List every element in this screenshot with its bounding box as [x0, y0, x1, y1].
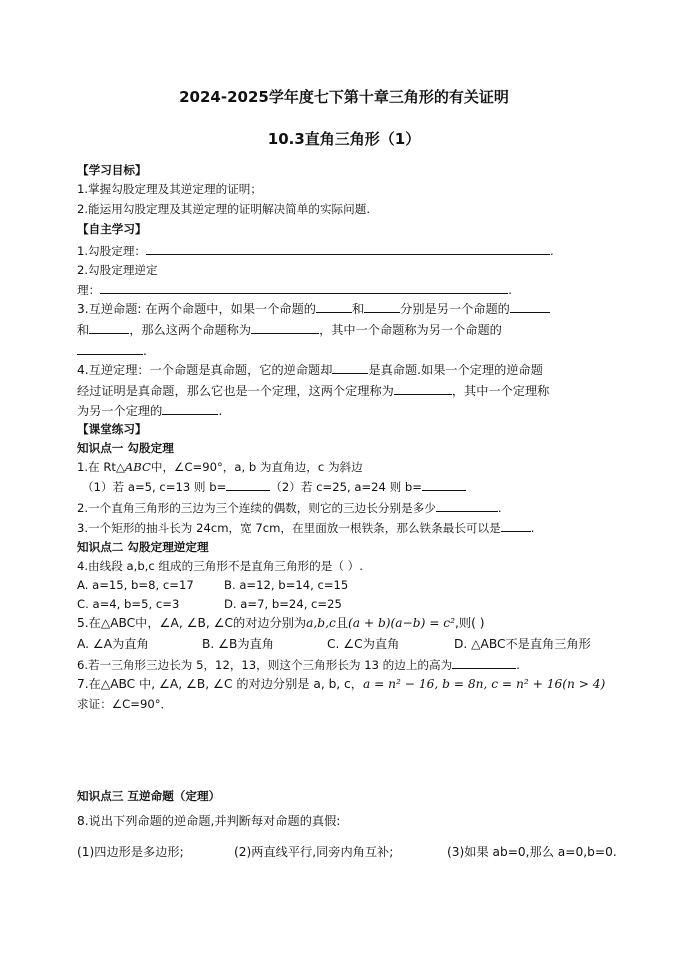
- problem-5: 5.在△ABC中，∠A, ∠B, ∠C的对边分别为a,b,c且(a + b)(a−b) = c²,则( ): [77, 616, 485, 630]
- problem-5-option: D. △ABC不是直角三角形: [454, 637, 591, 651]
- answer-blank[interactable]: [422, 478, 466, 491]
- problem-7: 7.在△ABC 中, ∠A, ∠B, ∠C 的对边分别是 a, b, c，a = n² − 16, b = 8n, c = n² + 16(n > 4): [77, 677, 606, 691]
- answer-blank[interactable]: [316, 300, 352, 313]
- answer-blank[interactable]: [394, 382, 452, 395]
- goal-item: 2.能运用勾股定理及其逆定理的证明解决简单的实际问题.: [77, 202, 370, 216]
- problem-2: 2.一个直角三角形的三边为三个连续的偶数，则它的三边长分别是多少 .: [77, 501, 502, 515]
- problem-6: 6.若一三角形三边长为 5，12，13，则这个三角形长为 13 的边上的高为 .: [77, 658, 520, 672]
- self-study-q4-line3: 为另一个定理的 .: [77, 404, 223, 418]
- answer-blank[interactable]: [77, 342, 143, 355]
- problem-8-item: (2)两直线平行,同旁内角互补;: [234, 845, 394, 859]
- knowledge-point-1: 知识点一 勾股定理: [77, 441, 174, 455]
- document-title: 2024-2025学年度七下第十章三角形的有关证明: [179, 88, 509, 106]
- answer-blank[interactable]: [251, 321, 319, 334]
- answer-blank[interactable]: [89, 321, 129, 334]
- self-study-q1: 1.勾股定理： .: [77, 244, 554, 258]
- self-study-q4-line1: 4.互逆定理：一个命题是真命题，它的逆命题却 是真命题.如果一个定理的逆命题: [77, 363, 543, 377]
- problem-5-option: A. ∠A为直角: [77, 637, 149, 651]
- self-study-q3-line1: 3.互逆命题: 在两个命题中，如果一个命题的 和 分别是另一个命题的: [77, 300, 550, 317]
- knowledge-point-2: 知识点二 勾股定理逆定理: [77, 540, 209, 554]
- problem-8-item: (1)四边形是多边形;: [77, 845, 184, 859]
- problem-1-subparts: （1）若 a=5, c=13 则 b= （2）若 c=25, a=24 则 b=: [82, 478, 466, 495]
- answer-blank[interactable]: [436, 499, 498, 512]
- problem-5-formula: (a + b)(a−b) = c²: [348, 616, 456, 630]
- answer-blank[interactable]: [162, 402, 218, 415]
- knowledge-point-3: 知识点三 互逆命题（定理）: [77, 789, 221, 803]
- problem-5-option: C. ∠C为直角: [327, 637, 400, 651]
- problem-7-prove: 求证：∠C=90°．: [77, 697, 173, 711]
- problem-4-option: B. a=12, b=14, c=15: [224, 578, 349, 592]
- answer-blank[interactable]: [364, 300, 400, 313]
- answer-blank[interactable]: [501, 519, 531, 532]
- problem-4-option: C. a=4, b=5, c=3: [77, 597, 180, 611]
- self-study-heading: 【自主学习】: [77, 222, 147, 236]
- problem-4: 4.由线段 a,b,c 组成的三角形不是直角三角形的是（ ）.: [77, 559, 363, 573]
- answer-blank[interactable]: [452, 656, 516, 669]
- q1-label: 1.勾股定理：: [77, 244, 147, 258]
- document-subtitle: 10.3直角三角形（1）: [267, 130, 421, 148]
- problem-1: 1.在 Rt△ABC中，∠C=90°，a, b 为直角边，c 为斜边: [77, 460, 363, 474]
- problem-8: 8.说出下列命题的逆命题,并判断每对命题的真假:: [77, 814, 341, 828]
- answer-blank[interactable]: [226, 478, 270, 491]
- self-study-q2-label: 2.勾股定理逆定: [77, 263, 158, 277]
- problem-3: 3.一个矩形的抽斗长为 24cm，宽 7cm，在里面放一根铁条，那么铁条最长可以是 .: [77, 521, 535, 535]
- self-study-q4-line2: 经过证明是真命题，那么它也是一个定理，这两个定理称为 ，其中一个定理称: [77, 384, 550, 398]
- problem-4-option: D. a=7, b=24, c=25: [224, 597, 342, 611]
- answer-blank[interactable]: [332, 361, 368, 374]
- problem-8-item: (3)如果 ab=0,那么 a=0,b=0.: [447, 845, 617, 859]
- practice-heading: 【课堂练习】: [77, 422, 147, 436]
- goal-item: 1.掌握勾股定理及其逆定理的证明；: [77, 182, 262, 196]
- problem-5-option: B. ∠B为直角: [202, 637, 274, 651]
- problem-7-formula: a = n² − 16, b = 8n, c = n² + 16(n > 4): [362, 677, 606, 691]
- self-study-q2: 理： .: [77, 283, 512, 297]
- answer-blank[interactable]: [100, 281, 508, 294]
- self-study-q3-line3: .: [77, 342, 147, 359]
- answer-blank[interactable]: [510, 300, 550, 313]
- answer-blank[interactable]: [146, 242, 550, 255]
- self-study-q3-line2: 和 ，那么这两个命题称为 ，其中一个命题称为另一个命题的: [77, 323, 502, 337]
- problem-4-option: A. a=15, b=8, c=17: [77, 578, 194, 592]
- goals-heading: 【学习目标】: [77, 163, 147, 177]
